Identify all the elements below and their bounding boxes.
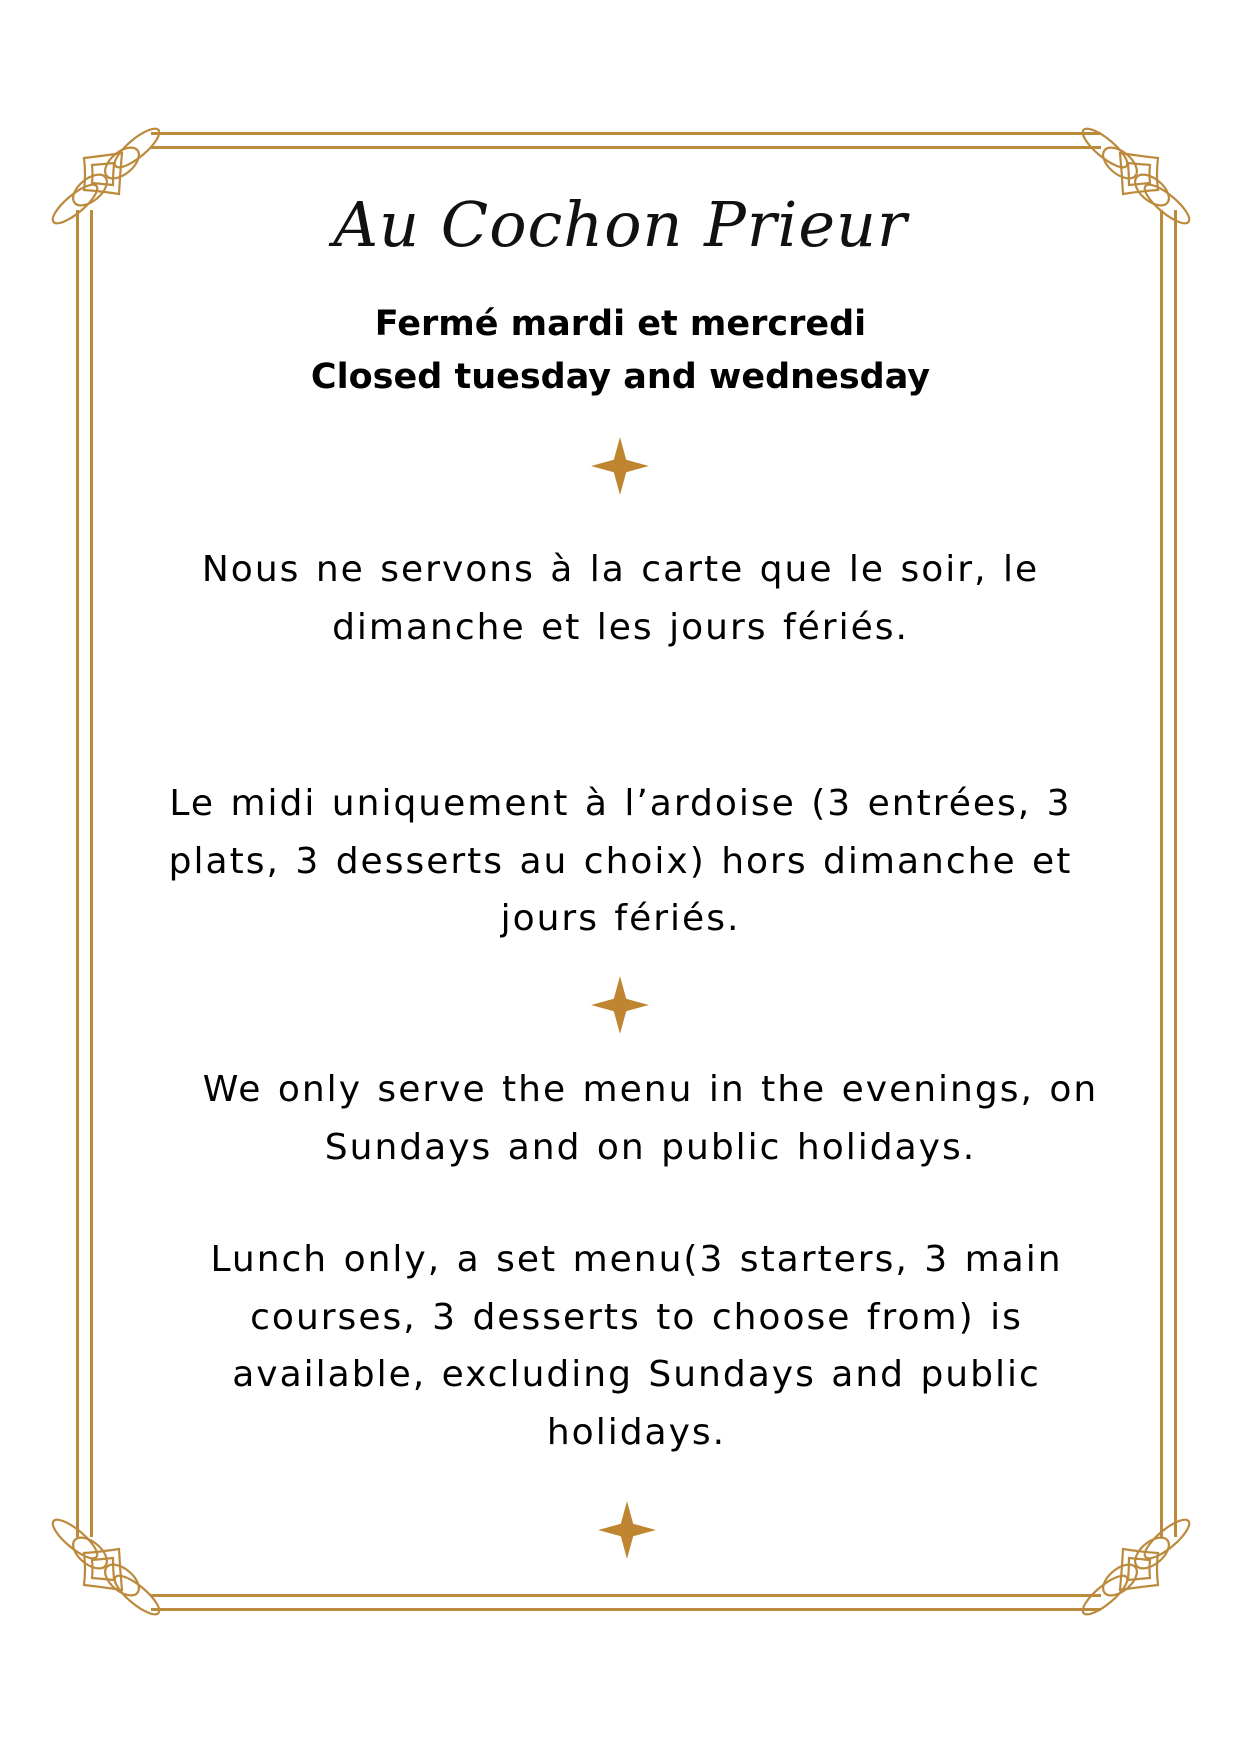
paragraph-en-evening-service: [130, 1061, 1171, 1176]
closed-days-notice: [0, 298, 1241, 404]
text-line: holidays.: [546, 1411, 727, 1453]
frame-right-line-outer: [1174, 210, 1177, 1537]
four-point-star-icon: [596, 1499, 658, 1561]
celtic-knot-corner-icon: [42, 1515, 182, 1635]
text-line: available, excluding Sundays and public: [232, 1354, 1041, 1395]
text-line: We only serve the menu in the evenings, on: [202, 1069, 1099, 1110]
paragraph-fr-lunch-set-menu: [100, 775, 1141, 948]
text-line: jours fériés.: [500, 898, 741, 939]
text-line: Le midi uniquement à l’ardoise (3 entrées, 3: [169, 783, 1072, 824]
frame-top-line-outer: [151, 132, 1101, 135]
frame-top-line-inner: [151, 146, 1101, 149]
frame-left-line-inner: [90, 210, 93, 1537]
frame-bottom-line-outer: [151, 1608, 1101, 1611]
paragraph-fr-evening-service: [100, 541, 1141, 656]
text-line: Nous ne servons à la carte que le soir, le: [201, 549, 1040, 590]
text-line: Lunch only, a set menu(3 starters, 3 main: [210, 1239, 1063, 1280]
text-line: plats, 3 desserts au choix) hors dimanche et: [168, 840, 1073, 882]
frame-left-line-outer: [76, 210, 79, 1537]
text-line: Sundays and on public holidays.: [324, 1126, 977, 1168]
restaurant-name-title: Au Cochon Prieur: [333, 188, 908, 261]
closed-days-fr: Fermé mardi et mercredi: [374, 304, 867, 344]
four-point-star-icon: [589, 974, 651, 1036]
text-line: courses, 3 desserts to choose from) is: [250, 1296, 1023, 1338]
frame-right-line-inner: [1160, 210, 1163, 1537]
closed-days-en: Closed tuesday and wednesday: [310, 357, 931, 397]
text-line: dimanche et les jours fériés.: [332, 606, 909, 648]
celtic-knot-corner-icon: [1060, 1515, 1200, 1635]
four-point-star-icon: [589, 435, 651, 497]
paragraph-en-lunch-set-menu: [116, 1231, 1157, 1461]
frame-bottom-line-inner: [151, 1594, 1101, 1597]
